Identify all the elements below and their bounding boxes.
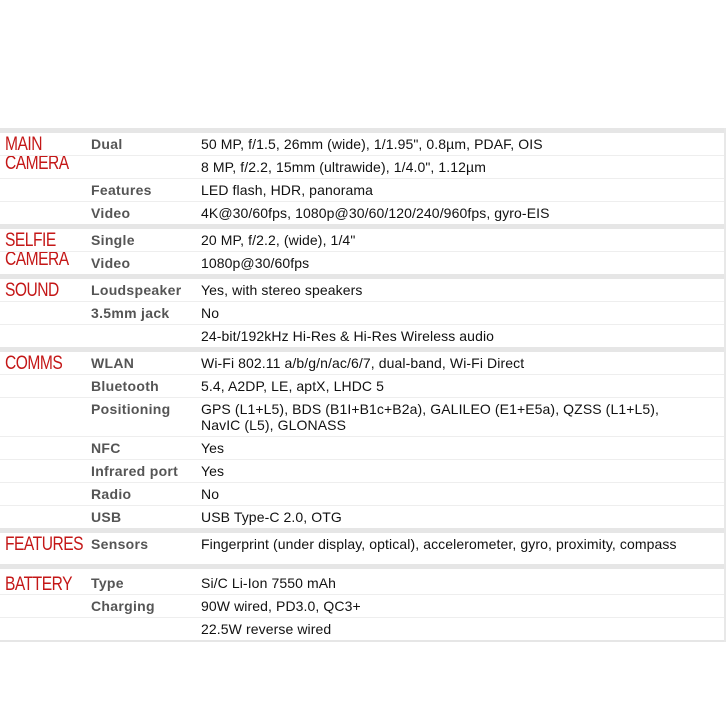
spec-value: 22.5W reverse wired (201, 621, 332, 637)
spec-row-jack (0, 301, 724, 324)
spec-title[interactable]: Radio (91, 486, 132, 502)
spec-row-video (0, 251, 724, 274)
spec-title[interactable]: Sensors (91, 536, 149, 552)
spec-row-positioning (0, 397, 724, 436)
spec-row-dual-2 (0, 155, 724, 178)
section-comms (0, 347, 724, 528)
spec-value: Fingerprint (under display, optical), accelerometer, gyro, proximity, compass (201, 536, 677, 552)
spec-title[interactable]: Type (91, 575, 124, 591)
spec-value: Wi-Fi 802.11 a/b/g/n/ac/6/7, dual-band, Wi-Fi Direct (201, 355, 525, 371)
spec-value: LED flash, HDR, panorama (201, 182, 374, 198)
category-label[interactable]: COMMS (5, 353, 63, 374)
spec-title[interactable]: Charging (91, 598, 155, 614)
spec-value: No (201, 486, 220, 502)
spec-row-type (0, 569, 724, 594)
category-label[interactable]: BATTERY (5, 574, 72, 595)
spec-title[interactable]: Features (91, 182, 152, 198)
spec-row-charging (0, 594, 724, 617)
spec-row-audio (0, 324, 724, 347)
spec-title[interactable]: Single (91, 232, 135, 248)
spec-title[interactable]: USB (91, 509, 122, 525)
spec-value: 20 MP, f/2.2, (wide), 1/4" (201, 232, 356, 248)
spec-title[interactable]: Positioning (91, 401, 171, 417)
spec-row-loudspeaker (0, 279, 724, 301)
spec-value: 5.4, A2DP, LE, aptX, LHDC 5 (201, 378, 384, 394)
spec-value: USB Type-C 2.0, OTG (201, 509, 342, 525)
section-sound (0, 274, 724, 347)
spec-title[interactable]: Video (91, 255, 131, 271)
section-battery (0, 564, 724, 642)
specs-table (0, 128, 726, 642)
spec-value: Si/C Li-Ion 7550 mAh (201, 575, 337, 591)
spec-row-bluetooth (0, 374, 724, 397)
spec-row-reverse (0, 617, 724, 640)
spec-value: 8 MP, f/2.2, 15mm (ultrawide), 1/4.0", 1.12µm (201, 159, 486, 175)
spec-row-features (0, 178, 724, 201)
spec-row-video (0, 201, 724, 224)
category-label[interactable]: MAIN CAMERA (5, 134, 69, 174)
spec-value: No (201, 305, 220, 321)
spec-title[interactable]: Bluetooth (91, 378, 160, 394)
spec-title[interactable]: Dual (91, 136, 123, 152)
spec-row-infrared (0, 459, 724, 482)
spec-title[interactable]: Infrared port (91, 463, 179, 479)
spec-value: Yes, with stereo speakers (201, 282, 363, 298)
category-label[interactable]: FEATURES (5, 534, 84, 555)
spec-title[interactable]: Video (91, 205, 131, 221)
spec-row-sensors (0, 533, 724, 564)
spec-row-nfc (0, 436, 724, 459)
spec-value: 4K@30/60fps, 1080p@30/60/120/240/960fps, gyro-EIS (201, 205, 550, 221)
spec-row-wlan (0, 352, 724, 374)
spec-row-usb (0, 505, 724, 528)
spec-value: 24-bit/192kHz Hi-Res & Hi-Res Wireless audio (201, 328, 495, 344)
category-label[interactable]: SELFIE CAMERA (5, 230, 69, 270)
spec-title[interactable]: WLAN (91, 355, 135, 371)
section-main-camera (0, 128, 724, 224)
spec-title[interactable]: Loudspeaker (91, 282, 182, 298)
spec-row-radio (0, 482, 724, 505)
spec-row-single (0, 229, 724, 251)
category-label[interactable]: SOUND (5, 280, 59, 301)
section-selfie-camera (0, 224, 724, 274)
spec-value: 1080p@30/60fps (201, 255, 310, 271)
spec-value: 50 MP, f/1.5, 26mm (wide), 1/1.95", 0.8µm, PDAF, OIS (201, 136, 543, 152)
spec-value: 90W wired, PD3.0, QC3+ (201, 598, 361, 614)
spec-value: GPS (L1+L5), BDS (B1I+B1c+B2a), GALILEO (E1+E5a), QZSS (L1+L5), NavIC (L5), GLONASS (201, 401, 660, 433)
spec-title[interactable]: 3.5mm jack (91, 305, 170, 321)
spec-value: Yes (201, 440, 225, 456)
section-features (0, 528, 724, 564)
spec-value: Yes (201, 463, 225, 479)
spec-row-dual (0, 133, 724, 155)
spec-title[interactable]: NFC (91, 440, 121, 456)
